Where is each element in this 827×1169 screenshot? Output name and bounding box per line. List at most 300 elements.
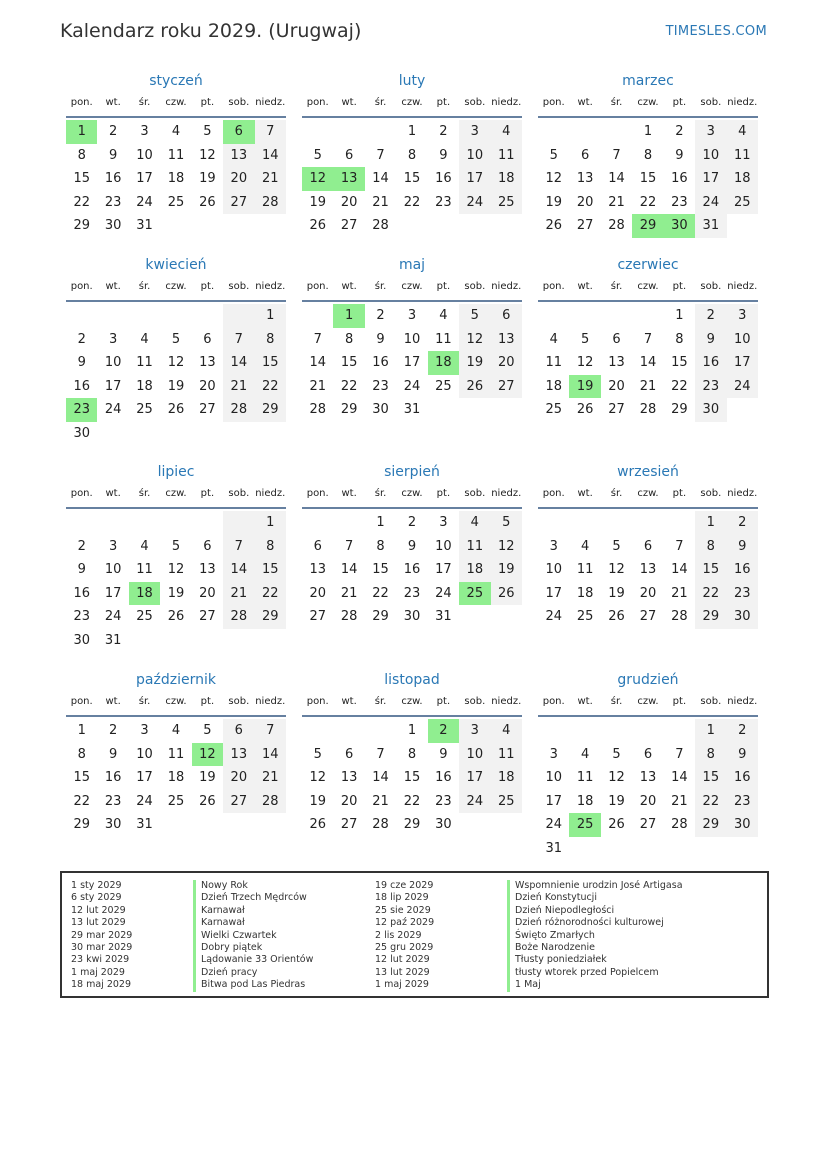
- day-cell: 28: [608, 218, 625, 233]
- holiday-day-cell: 13: [333, 167, 364, 191]
- day-cell: 18: [545, 378, 562, 394]
- holiday-dates-column-2: [375, 880, 434, 992]
- day-cell: 17: [435, 562, 452, 577]
- day-cell: 7: [675, 746, 684, 762]
- day-cell: 6: [203, 331, 212, 347]
- weekday-label: czw.: [165, 97, 187, 108]
- day-cell: 16: [435, 171, 452, 186]
- holiday-day-cell: 18: [129, 582, 160, 606]
- day-cell: 16: [695, 351, 726, 375]
- day-cell: 27: [199, 402, 216, 417]
- day-cell: 16: [435, 770, 452, 785]
- day-cell: 1: [695, 719, 726, 743]
- day-cell: 5: [203, 124, 212, 139]
- day-cell: 11: [545, 355, 562, 370]
- empty-cell: [302, 719, 333, 743]
- weekday-label: śr.: [138, 281, 151, 292]
- day-cell: 5: [459, 304, 490, 328]
- day-cell: 9: [108, 147, 118, 163]
- day-cell: 27: [639, 609, 657, 624]
- empty-cell: [66, 304, 97, 328]
- month-name: kwiecień: [145, 257, 207, 273]
- holiday-day-cell: 25: [569, 813, 600, 837]
- weekday-header: [66, 483, 286, 509]
- day-cell: 27: [491, 375, 522, 399]
- day-cell: 12: [608, 562, 625, 577]
- weekday-header: [302, 92, 522, 118]
- day-cell: 29: [671, 402, 688, 417]
- empty-cell: [538, 719, 569, 743]
- empty-cell: [192, 511, 223, 535]
- empty-cell: [97, 304, 128, 328]
- weekday-label: niedz.: [491, 488, 522, 499]
- weekday-header: [538, 276, 758, 302]
- day-cell: 2: [439, 124, 448, 139]
- weekday-label: sob.: [228, 488, 250, 499]
- day-cell: 24: [435, 585, 452, 601]
- day-cell: 9: [376, 331, 385, 347]
- day-cell: 19: [309, 194, 326, 210]
- weekday-label: śr.: [610, 696, 623, 707]
- day-cell: 15: [73, 171, 90, 186]
- day-cell: 26: [199, 194, 216, 210]
- weekday-label: wt.: [105, 696, 121, 707]
- day-cell: 29: [403, 817, 421, 832]
- weekday-label: pon.: [542, 488, 565, 499]
- month-block: [302, 70, 522, 238]
- day-cell: 14: [608, 171, 625, 186]
- weekday-label: niedz.: [255, 281, 286, 292]
- day-cell: 1: [675, 308, 684, 323]
- day-cell: 25: [576, 609, 594, 624]
- weekday-label: sob.: [464, 488, 486, 499]
- month-name: lipiec: [157, 464, 195, 480]
- day-cell: 13: [576, 171, 594, 186]
- holiday-day-cell: 25: [459, 582, 490, 606]
- empty-cell: [302, 120, 333, 144]
- day-cell: 11: [459, 535, 490, 559]
- day-cell: 2: [727, 719, 758, 743]
- day-cell: 9: [439, 746, 448, 762]
- day-cell: 15: [255, 351, 286, 375]
- day-cell: 19: [199, 171, 216, 186]
- day-cell: 20: [340, 793, 358, 809]
- day-cell: 4: [171, 723, 181, 738]
- weekday-label: sob.: [700, 97, 722, 108]
- weekday-label: pt.: [436, 696, 451, 707]
- day-cell: 8: [77, 147, 86, 163]
- day-cell: 10: [545, 770, 562, 785]
- day-cell: 4: [140, 331, 149, 347]
- day-cell: 2: [108, 723, 118, 738]
- day-cell: 19: [608, 585, 625, 601]
- holiday-name: Nowy Rok: [193, 880, 313, 892]
- day-cell: 1: [643, 124, 653, 139]
- day-cell: 24: [459, 191, 490, 215]
- days-grid: [66, 120, 286, 238]
- day-cell: 29: [372, 609, 389, 624]
- day-cell: 6: [643, 538, 653, 554]
- day-cell: 12: [199, 147, 216, 163]
- month-block: [66, 254, 286, 445]
- day-cell: 4: [727, 120, 758, 144]
- day-cell: 15: [695, 766, 726, 790]
- day-cell: 31: [545, 840, 562, 856]
- weekday-label: pon.: [70, 696, 93, 707]
- day-cell: 27: [199, 609, 216, 624]
- day-cell: 16: [104, 171, 122, 186]
- holiday-date: 1 sty 2029: [71, 880, 122, 891]
- weekday-label: pt.: [436, 281, 451, 292]
- weekday-label: pt.: [672, 488, 687, 499]
- day-cell: 14: [639, 355, 657, 370]
- day-cell: 25: [167, 793, 185, 809]
- day-cell: 21: [255, 167, 286, 191]
- holiday-date: 13 lut 2029: [375, 966, 430, 978]
- day-cell: 9: [77, 355, 86, 370]
- weekday-label: wt.: [577, 696, 593, 707]
- day-cell: 17: [545, 585, 562, 601]
- empty-cell: [601, 304, 632, 328]
- day-cell: 30: [104, 817, 122, 832]
- day-cell: 25: [167, 194, 185, 210]
- day-cell: 1: [407, 124, 417, 139]
- holiday-name: Boże Narodzenie: [507, 942, 683, 954]
- day-cell: 27: [223, 191, 254, 215]
- day-cell: 19: [545, 194, 562, 210]
- month-block: [66, 461, 286, 652]
- page-title: Kalendarz roku 2029. (Urugwaj): [60, 20, 362, 42]
- weekday-label: czw.: [165, 696, 187, 707]
- day-cell: 25: [491, 790, 522, 814]
- holiday-date: 19 cze 2029: [375, 880, 434, 891]
- day-cell: 28: [671, 609, 688, 624]
- empty-cell: [664, 719, 695, 743]
- day-cell: 8: [695, 743, 726, 767]
- day-cell: 17: [403, 355, 421, 370]
- day-cell: 16: [104, 770, 122, 785]
- weekday-label: śr.: [610, 488, 623, 499]
- day-cell: 17: [104, 585, 122, 601]
- holiday-date: 25 gru 2029: [375, 941, 434, 953]
- month-name: maj: [398, 257, 426, 273]
- day-cell: 5: [549, 147, 558, 163]
- day-cell: 27: [340, 817, 358, 832]
- day-cell: 15: [255, 558, 286, 582]
- day-cell: 16: [727, 558, 758, 582]
- day-cell: 5: [171, 331, 181, 347]
- day-cell: 26: [309, 817, 326, 832]
- day-cell: 10: [695, 144, 726, 168]
- day-cell: 31: [136, 218, 153, 233]
- holiday-day-cell: 19: [569, 375, 600, 399]
- weekday-label: śr.: [374, 97, 387, 108]
- day-cell: 30: [73, 425, 90, 441]
- day-cell: 26: [167, 402, 185, 417]
- day-cell: 5: [203, 723, 212, 738]
- day-cell: 30: [104, 218, 122, 233]
- day-cell: 10: [459, 743, 490, 767]
- holiday-names-column-1: [193, 880, 313, 992]
- empty-cell: [538, 120, 569, 144]
- day-cell: 15: [695, 558, 726, 582]
- day-cell: 14: [671, 770, 688, 785]
- month-name: październik: [136, 672, 216, 688]
- day-cell: 12: [545, 171, 562, 186]
- day-cell: 10: [104, 355, 122, 370]
- day-cell: 14: [255, 743, 286, 767]
- empty-cell: [632, 511, 663, 535]
- month-block: [302, 461, 522, 629]
- day-cell: 10: [435, 538, 452, 554]
- day-cell: 24: [459, 790, 490, 814]
- day-cell: 27: [608, 402, 625, 417]
- day-cell: 30: [695, 398, 726, 422]
- day-cell: 14: [372, 770, 389, 785]
- day-cell: 16: [671, 171, 688, 186]
- day-cell: 6: [223, 719, 254, 743]
- day-cell: 22: [403, 194, 421, 210]
- day-cell: 13: [639, 562, 657, 577]
- day-cell: 21: [309, 378, 326, 394]
- month-name: grudzień: [617, 672, 679, 688]
- day-cell: 19: [459, 351, 490, 375]
- day-cell: 20: [199, 585, 216, 601]
- day-cell: 4: [459, 511, 490, 535]
- day-cell: 31: [435, 609, 452, 624]
- weekday-header: [302, 691, 522, 717]
- empty-cell: [538, 304, 569, 328]
- day-cell: 3: [695, 120, 726, 144]
- holiday-day-cell: 30: [664, 214, 695, 238]
- day-cell: 3: [407, 308, 417, 323]
- empty-cell: [365, 719, 396, 743]
- day-cell: 22: [340, 378, 358, 394]
- day-cell: 13: [608, 355, 625, 370]
- day-cell: 14: [372, 171, 389, 186]
- day-cell: 27: [309, 609, 326, 624]
- day-cell: 21: [671, 793, 688, 809]
- day-cell: 25: [136, 609, 153, 624]
- empty-cell: [97, 511, 128, 535]
- holiday-day-cell: 18: [428, 351, 459, 375]
- brand-link[interactable]: TIMESLES.COM: [665, 24, 767, 39]
- day-cell: 7: [344, 538, 354, 554]
- holiday-date: 18 maj 2029: [71, 979, 132, 991]
- day-cell: 13: [223, 144, 254, 168]
- day-cell: 3: [140, 124, 149, 139]
- day-cell: 8: [376, 538, 385, 554]
- empty-cell: [333, 719, 364, 743]
- day-cell: 6: [491, 304, 522, 328]
- day-cell: 26: [309, 218, 326, 233]
- month-name: wrzesień: [617, 464, 679, 480]
- day-cell: 3: [459, 120, 490, 144]
- day-cell: 28: [255, 790, 286, 814]
- holiday-date: 30 mar 2029: [71, 941, 133, 953]
- day-cell: 13: [340, 770, 358, 785]
- day-cell: 23: [73, 609, 90, 624]
- day-cell: 4: [171, 124, 181, 139]
- holiday-date: 1 maj 2029: [375, 979, 429, 991]
- weekday-label: czw.: [165, 281, 187, 292]
- empty-cell: [365, 120, 396, 144]
- day-cell: 18: [727, 167, 758, 191]
- day-cell: 9: [77, 562, 86, 577]
- holiday-legend: [60, 871, 769, 998]
- holiday-name: Dzień pracy: [193, 967, 313, 979]
- day-cell: 15: [403, 171, 421, 186]
- day-cell: 3: [459, 719, 490, 743]
- holiday-day-cell: 12: [192, 743, 223, 767]
- day-cell: 20: [309, 585, 326, 601]
- day-cell: 9: [108, 746, 118, 762]
- day-cell: 26: [199, 793, 216, 809]
- weekday-label: czw.: [401, 281, 423, 292]
- day-cell: 25: [545, 402, 562, 417]
- holiday-day-cell: 23: [66, 398, 97, 422]
- day-cell: 5: [313, 746, 322, 762]
- day-cell: 14: [223, 558, 254, 582]
- weekday-label: pt.: [200, 97, 215, 108]
- day-cell: 7: [223, 535, 254, 559]
- weekday-label: pon.: [70, 488, 93, 499]
- weekday-label: pt.: [672, 281, 687, 292]
- day-cell: 31: [403, 402, 421, 417]
- weekday-label: śr.: [138, 488, 151, 499]
- empty-cell: [569, 511, 600, 535]
- day-cell: 11: [136, 562, 153, 577]
- weekday-label: niedz.: [491, 281, 522, 292]
- day-cell: 10: [136, 147, 153, 163]
- day-cell: 20: [199, 378, 216, 394]
- day-cell: 30: [435, 817, 452, 832]
- weekday-label: pt.: [672, 97, 687, 108]
- empty-cell: [302, 304, 333, 328]
- day-cell: 4: [439, 308, 448, 323]
- weekday-header: [66, 92, 286, 118]
- empty-cell: [66, 511, 97, 535]
- day-cell: 14: [309, 355, 326, 370]
- holiday-day-cell: 6: [223, 120, 254, 144]
- holiday-date: 13 lut 2029: [71, 917, 126, 929]
- holiday-day-cell: 12: [302, 167, 333, 191]
- day-cell: 3: [108, 331, 118, 347]
- empty-cell: [601, 719, 632, 743]
- day-cell: 31: [136, 817, 153, 832]
- day-cell: 6: [313, 538, 322, 554]
- day-cell: 7: [313, 331, 322, 347]
- holiday-name: tłusty wtorek przed Popielcem: [507, 967, 683, 979]
- day-cell: 3: [727, 304, 758, 328]
- weekday-label: czw.: [637, 488, 659, 499]
- day-cell: 23: [727, 790, 758, 814]
- day-cell: 6: [203, 538, 212, 554]
- day-cell: 9: [695, 328, 726, 352]
- day-cell: 7: [376, 147, 385, 163]
- weekday-label: wt.: [577, 97, 593, 108]
- day-cell: 5: [612, 746, 621, 762]
- day-cell: 24: [695, 191, 726, 215]
- day-cell: 24: [545, 609, 562, 624]
- day-cell: 16: [403, 562, 421, 577]
- weekday-label: niedz.: [255, 97, 286, 108]
- day-cell: 11: [167, 147, 185, 163]
- day-cell: 8: [255, 328, 286, 352]
- day-cell: 9: [727, 535, 758, 559]
- day-cell: 8: [643, 147, 653, 163]
- empty-cell: [223, 511, 254, 535]
- day-cell: 21: [255, 766, 286, 790]
- day-cell: 22: [671, 378, 688, 394]
- day-cell: 23: [695, 375, 726, 399]
- holiday-day-cell: 29: [632, 214, 663, 238]
- day-cell: 30: [727, 813, 758, 837]
- day-cell: 18: [167, 171, 185, 186]
- weekday-label: pt.: [672, 696, 687, 707]
- day-cell: 26: [459, 375, 490, 399]
- day-cell: 17: [459, 766, 490, 790]
- day-cell: 17: [136, 171, 153, 186]
- day-cell: 2: [727, 511, 758, 535]
- day-cell: 11: [576, 562, 594, 577]
- holiday-name: Dobry piątek: [193, 942, 313, 954]
- day-cell: 5: [612, 538, 621, 554]
- holiday-date: 12 lut 2029: [71, 904, 126, 916]
- weekday-label: pon.: [306, 696, 329, 707]
- day-cell: 11: [491, 743, 522, 767]
- weekday-label: wt.: [341, 696, 357, 707]
- day-cell: 12: [576, 355, 594, 370]
- day-cell: 29: [255, 398, 286, 422]
- holiday-date: 1 maj 2029: [71, 966, 125, 978]
- day-cell: 22: [372, 585, 389, 601]
- day-cell: 12: [167, 355, 185, 370]
- days-grid: [66, 719, 286, 837]
- day-cell: 17: [545, 793, 562, 809]
- day-cell: 24: [545, 817, 562, 832]
- holiday-name: Dzień Niepodległości: [507, 905, 683, 917]
- day-cell: 19: [167, 585, 185, 601]
- holiday-date: 25 sie 2029: [375, 904, 431, 916]
- day-cell: 21: [639, 378, 657, 394]
- weekday-label: sob.: [228, 281, 250, 292]
- weekday-label: sob.: [228, 97, 250, 108]
- day-cell: 13: [309, 562, 326, 577]
- empty-cell: [569, 719, 600, 743]
- day-cell: 27: [576, 218, 594, 233]
- day-cell: 21: [372, 793, 389, 809]
- day-cell: 20: [639, 585, 657, 601]
- day-cell: 19: [199, 770, 216, 785]
- day-cell: 18: [491, 766, 522, 790]
- holiday-name: Karnawał: [193, 905, 313, 917]
- days-grid: [302, 719, 522, 837]
- weekday-label: pon.: [542, 281, 565, 292]
- empty-cell: [129, 304, 160, 328]
- day-cell: 1: [255, 304, 286, 328]
- day-cell: 4: [549, 331, 558, 347]
- day-cell: 3: [439, 515, 448, 530]
- weekday-label: niedz.: [727, 281, 758, 292]
- day-cell: 1: [255, 511, 286, 535]
- day-cell: 7: [643, 331, 653, 347]
- holiday-date: 12 paź 2029: [375, 917, 435, 929]
- weekday-label: czw.: [401, 488, 423, 499]
- day-cell: 3: [108, 538, 118, 554]
- day-cell: 7: [675, 538, 684, 554]
- day-cell: 17: [727, 351, 758, 375]
